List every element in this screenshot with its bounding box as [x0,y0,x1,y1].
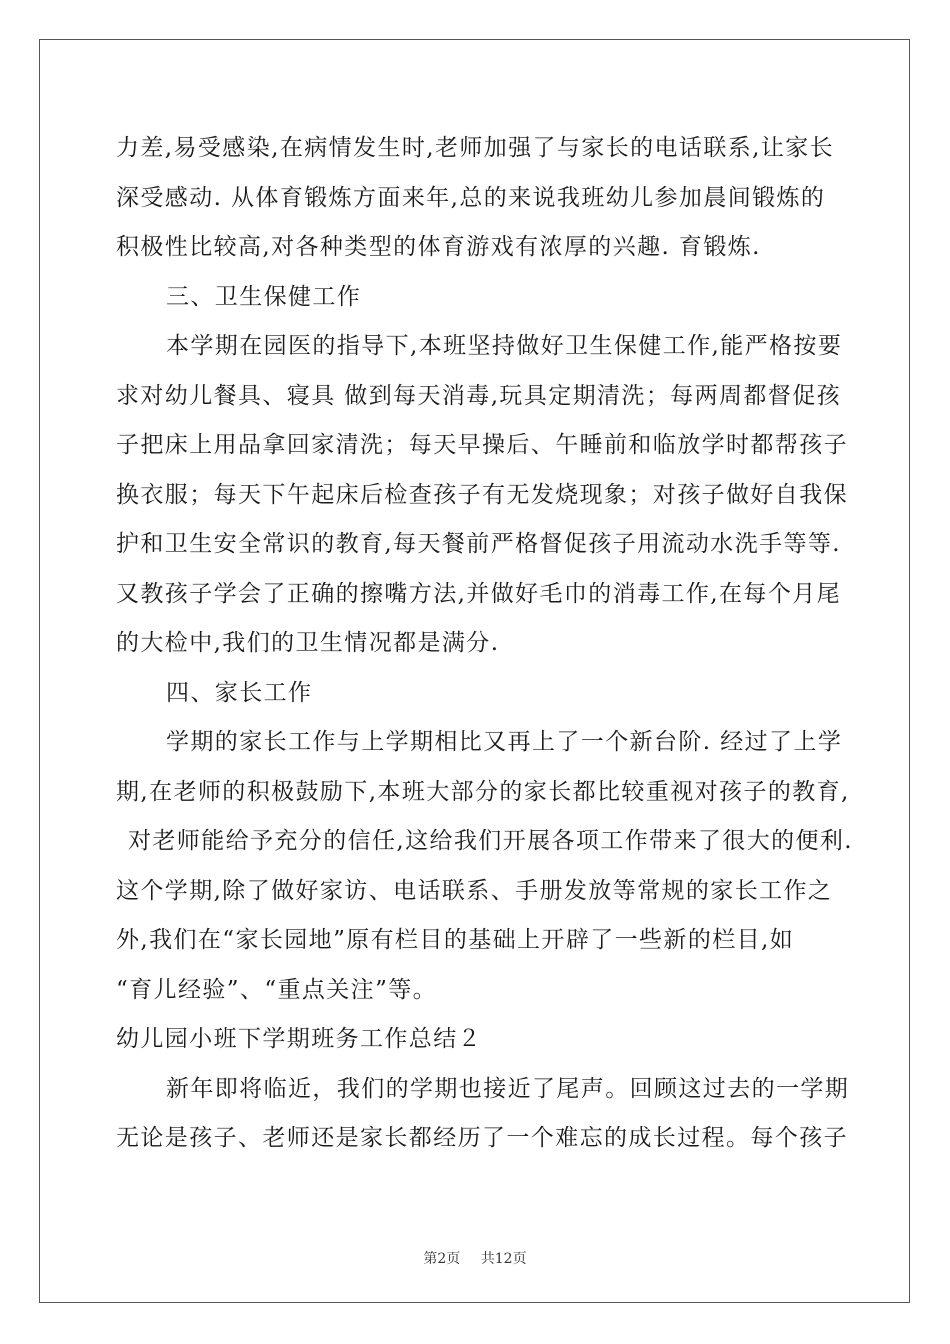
text-line: 积极性比较高,对各种类型的体育游戏有浓厚的兴趣. 育锻炼. [116,234,761,260]
text-line: 的大检中,我们的卫生情况都是满分. [116,630,500,656]
text-line: 力差,易受感染,在病情发生时,老师加强了与家长的电话联系,让家长 [116,135,835,161]
text-line: 这个学期,除了做好家访、电话联系、手册发放等常规的家长工作之 [116,877,833,904]
text-line: 本学期在园医的指导下,本班坚持做好卫生保健工作,能严格按要 [166,333,843,359]
text-line: 深受感动. 从体育锻炼方面来年,总的来说我班幼儿参加晨间锻炼的 [116,184,826,211]
text-line: “育儿经验”、“重点关注”等。 [116,976,438,1003]
text-line: 子把床上用品拿回家清洗；每天早操后、午睡前和临放学时都帮孩子 [116,432,848,458]
text-line: 换衣服；每天下午起床后检查孩子有无发烧现象；对孩子做好自我保 [116,481,848,508]
text-line: 新年即将临近，我们的学期也接近了尾声。回顾这过去的一学期 [166,1075,850,1102]
text-line: 求对幼儿餐具、寝具 做到每天消毒,玩具定期清洗；每两周都督促孩 [116,382,842,409]
text-line: 外,我们在“家长园地”原有栏目的基础上开辟了一些新的栏目,如 [116,927,795,953]
text-line: 护和卫生安全常识的教育,每天餐前严格督促孩子用流动水洗手等等. [116,531,842,557]
text-line: 四、家长工作 [166,679,313,706]
text-line: 学期的家长工作与上学期相比又再上了一个新台阶. 经过了上学 [166,729,843,755]
text-line: 三、卫生保健工作 [166,283,362,310]
text-line: 无论是孩子、老师还是家长都经历了一个难忘的成长过程。每个孩子 [116,1125,848,1151]
text-line: 幼儿园小班下学期班务工作总结２ [116,1026,482,1052]
page-number: 第2页 [423,1251,461,1267]
document-body [116,124,854,1164]
text-line: 又教孩子学会了正确的擦嘴方法,并做好毛巾的消毒工作,在每个月尾 [116,580,842,607]
text-line: 对老师能给予充分的信任,这给我们开展各项工作带来了很大的便利. [128,828,854,854]
page-footer [0,1248,950,1268]
text-line: 期,在老师的积极鼓励下,本班大部分的家长都比较重视对孩子的教育, [116,778,850,805]
total-pages: 共12页 [480,1251,527,1267]
